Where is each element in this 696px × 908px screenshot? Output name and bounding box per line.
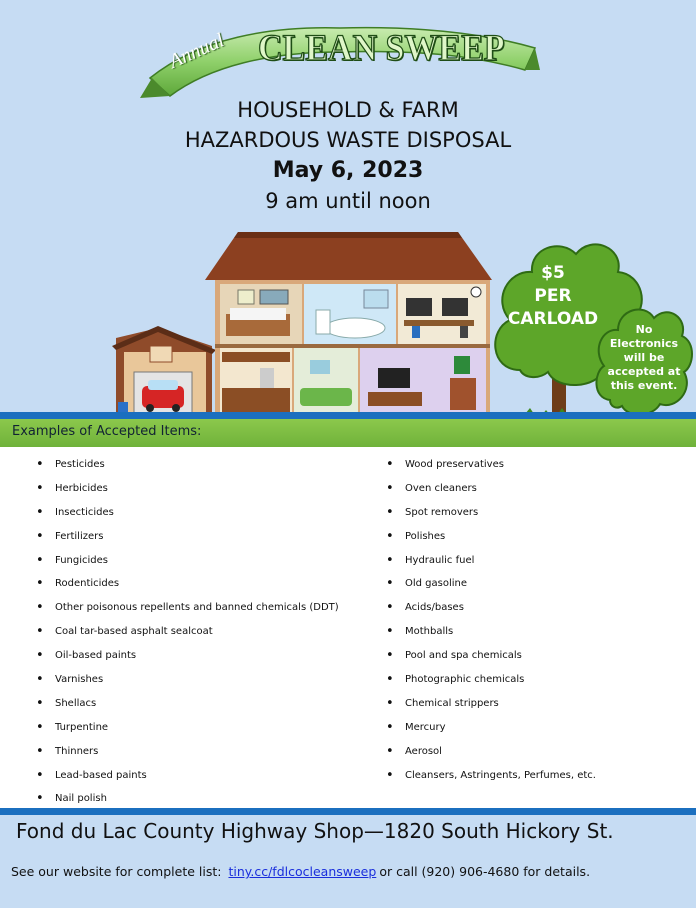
- list-item: • Varnishes: [36, 668, 339, 692]
- price-tree-label: [503, 262, 603, 331]
- list-item: • Oil-based paints: [36, 644, 339, 668]
- website-suffix: or call (920) 906-4680 for details.: [379, 864, 591, 879]
- website-prefix: See our website for complete list:: [11, 864, 222, 879]
- list-item: • Fertilizers: [36, 525, 339, 549]
- list-item: • Spot removers: [386, 501, 596, 525]
- electronics-note-line4: accepted at: [607, 365, 681, 378]
- list-item: • Nail polish: [36, 787, 339, 811]
- list-item: • Herbicides: [36, 477, 339, 501]
- list-item: • Old gasoline: [386, 572, 596, 596]
- electronics-note: [603, 323, 685, 393]
- list-item: • Pesticides: [36, 453, 339, 477]
- list-item: • Pool and spa chemicals: [386, 644, 596, 668]
- list-item: • Mothballs: [386, 620, 596, 644]
- list-item: • Other poisonous repellents and banned chemicals (DDT): [36, 596, 339, 620]
- list-item: • Shellacs: [36, 692, 339, 716]
- website-link[interactable]: tiny.cc/fdlcocleansweep: [228, 864, 377, 879]
- event-location: Fond du Lac County Highway Shop—1820 South Hickory St.: [16, 819, 614, 843]
- list-item: • Turpentine: [36, 716, 339, 740]
- bottom-divider-stripe: [0, 808, 696, 815]
- event-time: 9 am until noon: [265, 189, 431, 213]
- list-item: • Thinners: [36, 740, 339, 764]
- list-item: • Polishes: [386, 525, 596, 549]
- accepted-items-left-list: [36, 453, 339, 811]
- list-item: • Lead-based paints: [36, 764, 339, 788]
- list-item: • Oven cleaners: [386, 477, 596, 501]
- banner-title: CLEAN SWEEP: [258, 28, 505, 69]
- list-item: • Photographic chemicals: [386, 668, 596, 692]
- electronics-note-line5: this event.: [610, 379, 678, 392]
- headline-line1: HOUSEHOLD & FARM: [237, 98, 459, 122]
- banner-annual-text: Annual: [165, 29, 228, 73]
- price-carload: CARLOAD: [507, 309, 599, 329]
- price-amount: $5: [541, 263, 565, 283]
- list-item: • Coal tar-based asphalt sealcoat: [36, 620, 339, 644]
- list-item: • Mercury: [386, 716, 596, 740]
- list-item: • Rodenticides: [36, 572, 339, 596]
- electronics-note-line2: Electronics: [609, 337, 679, 350]
- price-per: PER: [534, 286, 572, 306]
- accepted-items-heading: Examples of Accepted Items:: [12, 424, 202, 439]
- list-item: • Acids/bases: [386, 596, 596, 620]
- top-divider-stripe: [0, 412, 696, 419]
- accepted-items-right-list: [386, 453, 596, 787]
- list-item: • Fungicides: [36, 549, 339, 573]
- list-item: • Aerosol: [386, 740, 596, 764]
- electronics-note-line1: No: [635, 323, 653, 336]
- website-line: [11, 864, 590, 879]
- list-item: • Wood preservatives: [386, 453, 596, 477]
- electronics-note-line3: will be: [623, 351, 665, 364]
- list-item: • Insecticides: [36, 501, 339, 525]
- list-item: • Chemical strippers: [386, 692, 596, 716]
- list-item: • Hydraulic fuel: [386, 549, 596, 573]
- list-item: • Cleansers, Astringents, Perfumes, etc.: [386, 764, 596, 788]
- event-date: May 6, 2023: [272, 158, 424, 183]
- headline-line2: HAZARDOUS WASTE DISPOSAL: [184, 128, 512, 152]
